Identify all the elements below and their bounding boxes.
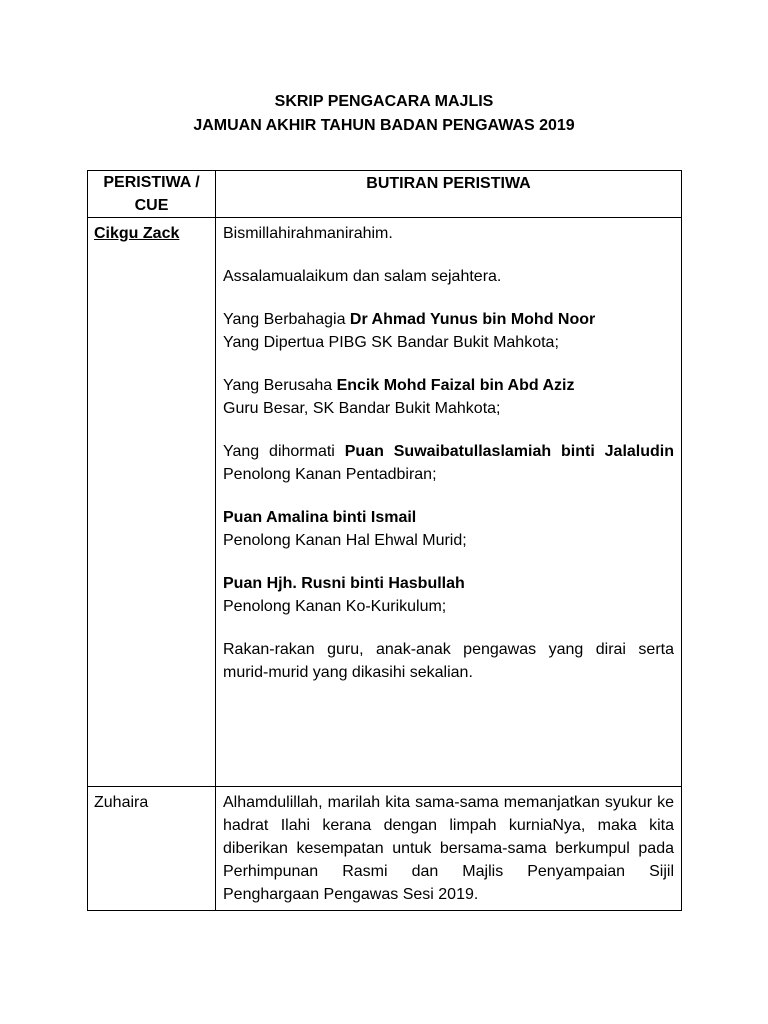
table-row: [88, 218, 682, 787]
paragraph-kokurikulum: [223, 572, 674, 618]
cue-name: Zuhaira: [94, 794, 149, 811]
cue-cell: [88, 218, 216, 787]
paragraph-greeting: Assalamualaikum dan salam sejahtera.: [223, 268, 502, 285]
guest-name: Puan Hjh. Rusni binti Hasbullah: [223, 575, 465, 592]
admin-line: [223, 440, 674, 463]
guest-role: Guru Besar, SK Bandar Bukit Mahkota;: [223, 400, 501, 417]
title-line-1: SKRIP PENGACARA MAJLIS: [274, 93, 494, 110]
guest-name: Encik Mohd Faizal bin Abd Aziz: [336, 377, 575, 394]
table-row: [88, 787, 682, 911]
table-header-row: [88, 171, 682, 218]
paragraph-hem: [223, 506, 674, 552]
cue-cell: [88, 787, 216, 911]
cue-name: Cikgu Zack: [94, 225, 180, 242]
paragraph-pibg: [223, 308, 674, 354]
guest-role: Penolong Kanan Ko-Kurikulum;: [223, 598, 447, 615]
paragraph-admin: [223, 440, 674, 486]
honorific: Yang Berbahagia: [223, 311, 350, 328]
honorific: Yang dihormati: [223, 443, 345, 460]
guest-name: Puan Amalina binti Ismail: [223, 509, 417, 526]
header-detail: BUTIRAN PERISTIWA: [216, 171, 682, 218]
guest-name: Puan Suwaibatullaslamiah binti Jalaludin: [344, 443, 675, 460]
paragraph-audience: Rakan-rakan guru, anak-anak pengawas yang dirai serta murid-murid yang dikasihi sekalian.: [223, 641, 674, 681]
guest-role: Penolong Kanan Hal Ehwal Murid;: [223, 532, 467, 549]
guest-role: Penolong Kanan Pentadbiran;: [223, 466, 437, 483]
guest-role: Yang Dipertua PIBG SK Bandar Bukit Mahkota;: [223, 334, 559, 351]
script-table: [87, 170, 682, 911]
honorific: Yang Berusaha: [223, 377, 337, 394]
guest-name: Dr Ahmad Yunus bin Mohd Noor: [349, 311, 596, 328]
header-cue: PERISTIWA / CUE: [88, 171, 216, 218]
detail-cell: [216, 218, 682, 787]
paragraph-headmaster: [223, 374, 674, 420]
title-line-2: JAMUAN AKHIR TAHUN BADAN PENGAWAS 2019: [193, 117, 575, 134]
detail-cell: Alhamdulillah, marilah kita sama-sama memanjatkan syukur ke hadrat Ilahi kerana dengan limpah kurniaNya, maka kita diberikan kesempatan untuk bersama-sama berkumpul pada Perhimpunan Rasmi dan Majlis Penyampaian Sijil Penghargaan Pengawas Sesi 2019.: [216, 787, 682, 911]
document-title: [0, 90, 768, 138]
paragraph-bismillah: Bismillahirahmanirahim.: [223, 225, 393, 242]
